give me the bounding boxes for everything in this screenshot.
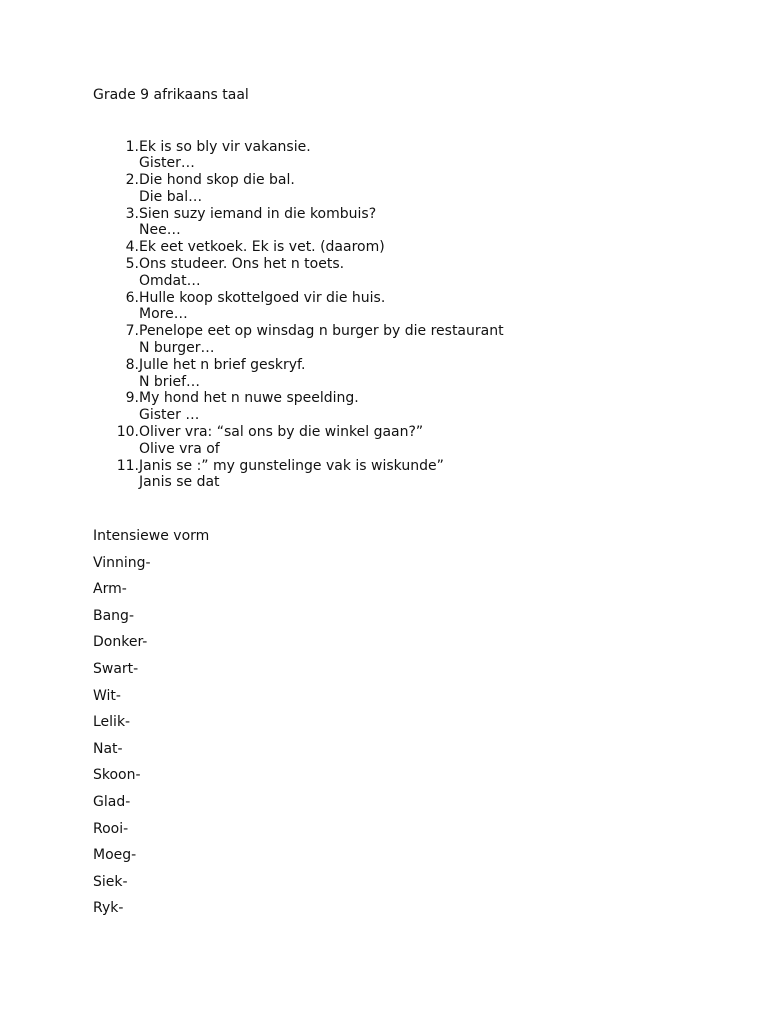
exercise-list xyxy=(93,139,753,492)
word-item: Vinning- xyxy=(93,554,151,571)
exercise-item xyxy=(93,323,753,357)
exercise-prompt: N brief… xyxy=(139,373,200,390)
exercise-prompt: Nee… xyxy=(139,222,181,239)
exercise-prompt: More… xyxy=(139,306,188,323)
exercise-number: 2. xyxy=(125,172,139,189)
exercise-number: 7. xyxy=(125,323,139,340)
intensive-form-section xyxy=(93,527,593,917)
word-item: Glad- xyxy=(93,793,131,810)
exercise-sentence: Sien suzy iemand in die kombuis? xyxy=(139,205,377,222)
exercise-number: 4. xyxy=(125,239,139,256)
exercise-item xyxy=(93,424,753,458)
exercise-item xyxy=(93,206,753,240)
word-item: Rooi- xyxy=(93,820,129,837)
word-item: Ryk- xyxy=(93,900,124,917)
section-title: Intensiewe vorm xyxy=(93,528,210,544)
exercise-prompt: Gister … xyxy=(139,407,200,424)
exercise-sentence: Julle het n brief geskryf. xyxy=(139,356,306,373)
word-item: Siek- xyxy=(93,873,128,890)
exercise-item xyxy=(93,357,753,391)
exercise-item xyxy=(93,290,753,324)
exercise-item xyxy=(93,458,753,492)
exercise-sentence: My hond het n nuwe speelding. xyxy=(139,390,359,407)
exercise-sentence: Hulle koop skottelgoed vir die huis. xyxy=(139,289,386,306)
word-item: Lelik- xyxy=(93,714,131,731)
exercise-number: 3. xyxy=(125,205,139,222)
exercise-number: 10. xyxy=(116,424,139,441)
exercise-number: 8. xyxy=(125,356,139,373)
exercise-item xyxy=(93,390,753,424)
exercise-number: 6. xyxy=(125,289,139,306)
exercise-prompt: Die bal… xyxy=(139,188,203,205)
exercise-prompt: N burger… xyxy=(139,340,215,357)
word-item: Donker- xyxy=(93,634,148,651)
exercise-sentence: Ek eet vetkoek. Ek is vet. (daarom) xyxy=(139,239,385,256)
word-item: Moeg- xyxy=(93,847,137,864)
exercise-number: 11. xyxy=(116,457,139,474)
exercise-item xyxy=(93,256,753,290)
exercise-sentence: Ek is so bly vir vakansie. xyxy=(139,138,311,155)
exercise-sentence: Penelope eet op winsdag n burger by die restaurant xyxy=(139,323,504,340)
exercise-prompt: Gister… xyxy=(139,155,195,172)
exercise-prompt: Olive vra of xyxy=(139,440,220,457)
exercise-sentence: Oliver vra: “sal ons by die winkel gaan?” xyxy=(139,424,424,441)
word-item: Bang- xyxy=(93,607,134,624)
word-item: Swart- xyxy=(93,660,139,677)
word-item: Skoon- xyxy=(93,767,141,784)
exercise-item xyxy=(93,239,753,256)
word-item: Wit- xyxy=(93,687,121,704)
exercise-sentence: Die hond skop die bal. xyxy=(139,172,295,189)
exercise-item xyxy=(93,139,753,173)
exercise-number: 1. xyxy=(125,138,139,155)
exercise-prompt: Omdat… xyxy=(139,272,201,289)
word-item: Nat- xyxy=(93,740,123,757)
exercise-number: 5. xyxy=(125,256,139,273)
exercise-number: 9. xyxy=(125,390,139,407)
exercise-sentence: Ons studeer. Ons het n toets. xyxy=(139,256,345,273)
exercise-prompt: Janis se dat xyxy=(139,474,220,491)
word-item: Arm- xyxy=(93,581,127,598)
word-list xyxy=(93,554,593,918)
exercise-item xyxy=(93,172,753,206)
document-title: Grade 9 afrikaans taal xyxy=(93,87,249,103)
exercise-sentence: Janis se :” my gunstelinge vak is wiskunde” xyxy=(139,457,444,474)
